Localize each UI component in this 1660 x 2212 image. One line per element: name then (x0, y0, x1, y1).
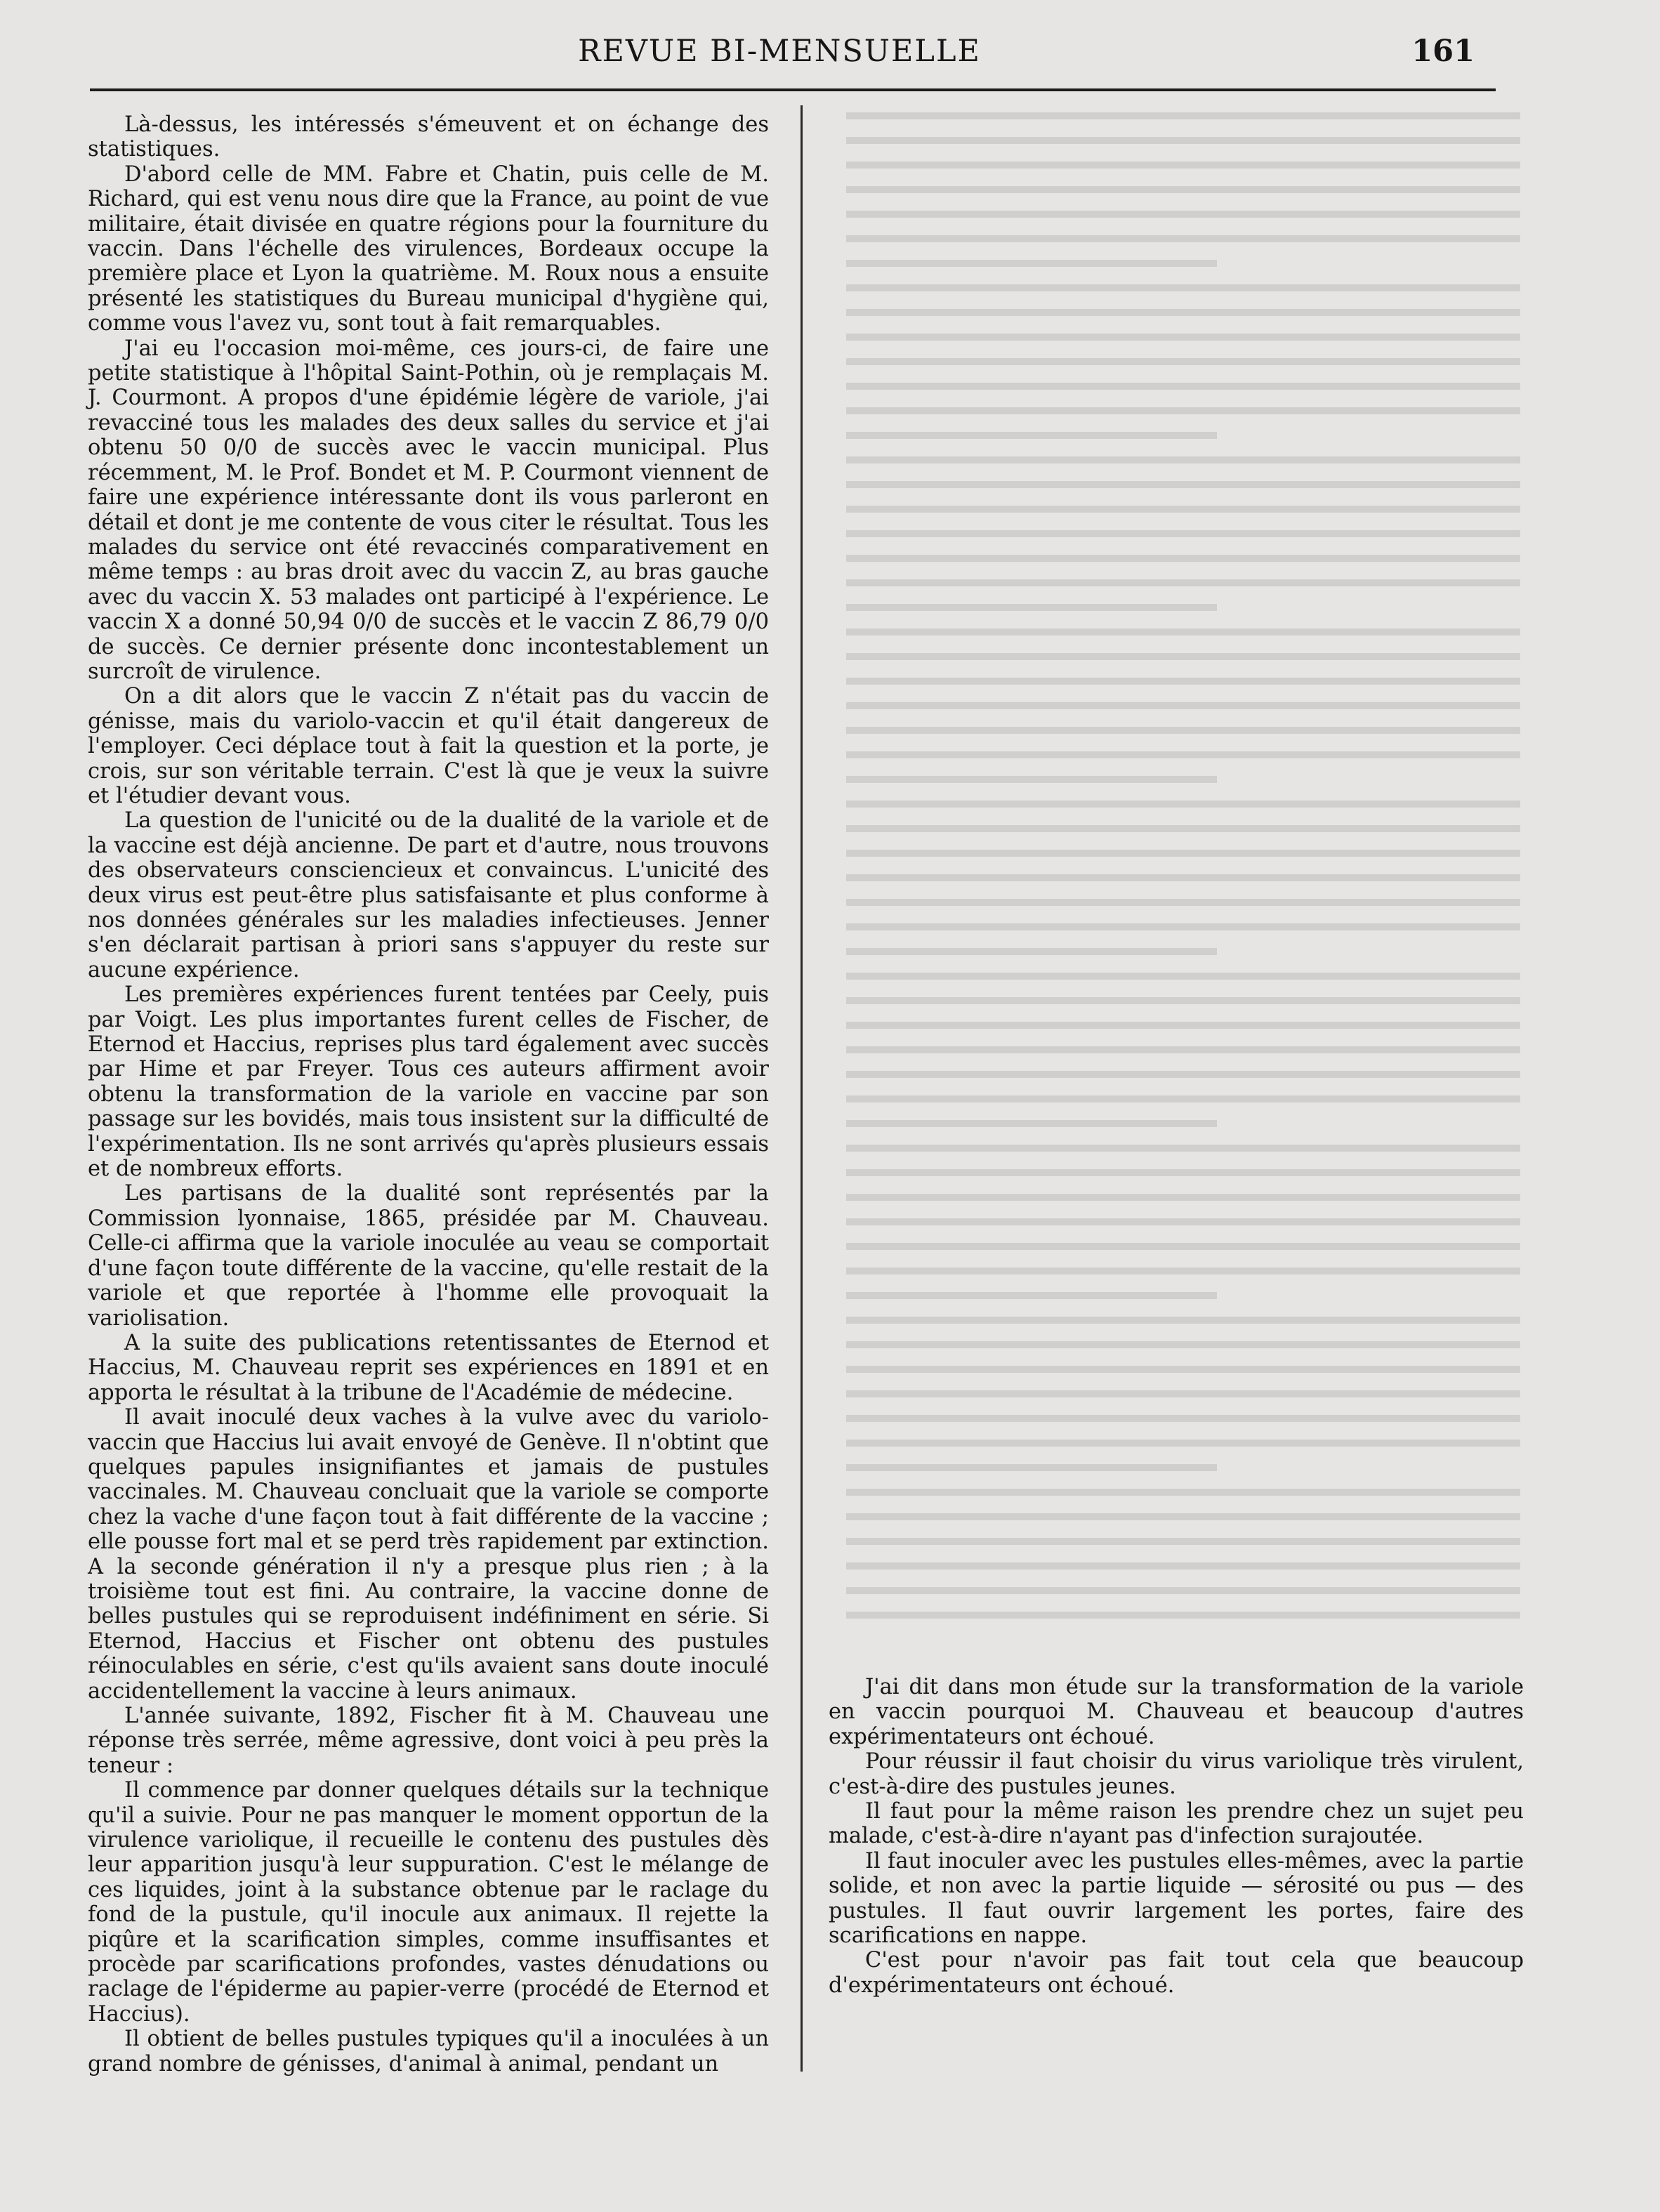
bleed-through-line (846, 825, 1520, 832)
bleed-through-line (846, 334, 1520, 341)
bleed-through-line (846, 579, 1520, 586)
column-divider (801, 105, 803, 2072)
paragraph: L'année suivante, 1892, Fischer fit à M. Chauveau une réponse très serrée, même agressive, dont voici à peu près la teneur : (88, 1704, 769, 1778)
bleed-through-line (846, 211, 1520, 218)
paragraph: On a dit alors que le vaccin Z n'était pas du vaccin de génisse, mais du variolo-vaccin et qu'il était dangereux de l'employer. Ceci déplace tout à fait la question et la porte, je crois, sur son véritable terrain. C'est là que je veux la suivre et l'étudier devant vous. (88, 684, 769, 808)
bleed-through-line (846, 1415, 1520, 1422)
bleed-through-line (846, 1538, 1520, 1545)
bleed-through-line (846, 1194, 1520, 1201)
bleed-through-line (846, 555, 1520, 562)
page-header (42, 27, 1496, 76)
bleed-through-line (846, 1145, 1520, 1152)
paragraph: Les premières expériences furent tentées par Ceely, puis par Voigt. Les plus importantes furent celles de Fischer, de Eternod et Haccius, reprises plus tard également avec succès par Hime et par Freyer. Tous ces auteurs affirment avoir obtenu la transformation de la variole en vaccine par son passage sur les bovidés, mais tous insistent sur la difficulté de l'expérimentation. Ils ne sont arrivés qu'après plusieurs essais et de nombreux efforts. (88, 982, 769, 1182)
paragraph: Il commence par donner quelques détails sur la technique qu'il a suivie. Pour ne pas manquer le moment opportun de la virulence variolique, il recueille le contenu des pustules dès leur apparition jusqu'à leur suppuration. C'est le mélange de ces liquides, joint à la substance obtenue par le raclage du fond de la pustule, qu'il inocule aux animaux. Il rejette la piqûre et la scarification simples, comme insuffisantes et procède par scarifications profondes, vastes dénudations ou raclage de l'épiderme au papier-verre (procédé de Eternod et Haccius). (88, 1778, 769, 2027)
bleed-through-line (846, 1464, 1217, 1471)
bleed-through-line (846, 997, 1520, 1004)
bleed-through-line (846, 1292, 1217, 1299)
bleed-through-line (846, 1489, 1520, 1496)
paragraph: J'ai eu l'occasion moi-même, ces jours-ci, de faire une petite statistique à l'hôpital Saint-Pothin, où je remplaçais M. J. Courmont. A propos d'une épidémie légère de variole, j'ai revacciné tous les malades des deux salles du service et j'ai obtenu 50 0/0 de succès avec le vaccin municipal. Plus récemment, M. le Prof. Bondet et M. P. Courmont viennent de faire une expérience intéressante dont ils vous parleront en détail et dont je me contente de vous citer le résultat. Tous les malades du service ont été revaccinés comparativement en même temps : au bras droit avec du vaccin Z, au bras gauche avec du vaccin X. 53 malades ont participé à l'expérience. Le vaccin X a donné 50,94 0/0 de succès et le vaccin Z 86,79 0/0 de succès. Ce dernier présente donc incontestablement un surcroît de virulence. (88, 336, 769, 684)
bleed-through-line (846, 383, 1520, 390)
bleed-through-line (846, 850, 1520, 857)
bleed-through-line (846, 112, 1520, 119)
paragraph: Il faut pour la même raison les prendre chez un sujet peu malade, c'est-à-dire n'ayant pas d'infection surajoutée. (829, 1799, 1524, 1849)
bleed-through-line (846, 1366, 1520, 1373)
bleed-through-line (846, 1587, 1520, 1594)
bleed-through-line (846, 1095, 1520, 1102)
bleed-through-line (846, 1268, 1520, 1275)
paragraph: Là-dessus, les intéressés s'émeuvent et on échange des statistiques. (88, 112, 769, 162)
bleed-through-line (846, 948, 1217, 955)
bleed-through-line (846, 1022, 1520, 1029)
bleed-through-line (846, 874, 1520, 881)
bleed-through-line (846, 137, 1520, 144)
bleed-through-line (846, 899, 1520, 906)
bleed-through-line (846, 530, 1520, 537)
bleed-through-line (846, 162, 1520, 169)
bleed-through-line (846, 481, 1520, 488)
bleed-through-line (846, 604, 1217, 611)
bleed-through-line (846, 1390, 1520, 1397)
bleed-through-line (846, 653, 1520, 660)
paragraph: C'est pour n'avoir pas fait tout cela que beaucoup d'expérimentateurs ont échoué. (829, 1948, 1524, 1998)
bleed-through-line (846, 801, 1520, 808)
paragraph: D'abord celle de MM. Fabre et Chatin, puis celle de M. Richard, qui est venu nous dire que la France, au point de vue militaire, était divisée en quatre régions pour la fourniture du vaccin. Dans l'échelle des virulences, Bordeaux occupe la première place et Lyon la quatrième. M. Roux nous a ensuite présenté les statistiques du Bureau municipal d'hygiène qui, comme vous l'avez vu, sont tout à fait remarquables. (88, 162, 769, 336)
bleed-through-line (846, 678, 1520, 685)
bleed-through-line (846, 751, 1520, 758)
paragraph: Les partisans de la dualité sont représentés par la Commission lyonnaise, 1865, présidée par M. Chauveau. Celle-ci affirma que la variole inoculée au veau se comportait d'une façon toute différente de la vaccine, qu'elle restait de la variole et que reportée à l'homme elle provoquait la variolisation. (88, 1181, 769, 1331)
paragraph: La question de l'unicité ou de la dualité de la variole et de la vaccine est déjà ancienne. De part et d'autre, nous trouvons des observateurs consciencieux et convaincus. L'unicité des deux virus est peut-être plus satisfaisante et plus conforme à nos données générales sur les maladies infectieuses. Jenner s'en déclarait partisan à priori sans s'appuyer du reste sur aucune expérience. (88, 808, 769, 982)
bleed-through-line (846, 358, 1520, 365)
bleed-through-line (846, 973, 1520, 980)
bleed-through-line (846, 923, 1520, 930)
bleed-through-line (846, 1440, 1520, 1447)
bleed-through-line (846, 1341, 1520, 1348)
bleed-through-line (846, 309, 1520, 316)
paragraph: Il obtient de belles pustules typiques qu'il a inoculées à un grand nombre de génisses, d'animal à animal, pendant un (88, 2027, 769, 2076)
bleed-through-line (846, 727, 1520, 734)
paragraph: Il faut inoculer avec les pustules elles-mêmes, avec la partie solide, et non avec la partie liquide — sérosité ou pus — des pustules. Il faut ouvrir largement les portes, faire des scarifications en nappe. (829, 1848, 1524, 1949)
bleed-through-line (846, 1169, 1520, 1176)
right-column (829, 1675, 1524, 1998)
bleed-through-line (846, 1612, 1520, 1619)
page-number: 161 (1411, 34, 1475, 69)
bleed-through-line (846, 776, 1217, 783)
bleed-through-line (846, 1317, 1520, 1324)
bleed-through-line (846, 1046, 1520, 1053)
bleed-through-line (846, 260, 1217, 267)
bleed-through-line (846, 1218, 1520, 1225)
paragraph: Pour réussir il faut choisir du virus variolique très virulent, c'est-à-dire des pustules jeunes. (829, 1749, 1524, 1799)
bleed-through-area (846, 112, 1520, 1657)
bleed-through-line (846, 1513, 1520, 1520)
left-column (88, 112, 769, 2076)
bleed-through-line (846, 1071, 1520, 1078)
paragraph: J'ai dit dans mon étude sur la transformation de la variole en vaccin pourquoi M. Chauveau et beaucoup d'autres expérimentateurs ont échoué. (829, 1675, 1524, 1749)
paragraph: Il avait inoculé deux vaches à la vulve avec du variolo-vaccin que Haccius lui avait envoyé de Genève. Il n'obtint que quelques papules insignifiantes et jamais de pustules vaccinales. M. Chauveau concluait que la variole se comporte chez la vache d'une façon tout à fait différente de la vaccine ; elle pousse fort mal et se perd très rapidement par extinction. A la seconde génération il n'y a presque plus rien ; à la troisième tout est fini. Au contraire, la vaccine donne de belles pustules qui se reproduisent indéfiniment en série. Si Eternod, Haccius et Fischer ont obtenu des pustules réinoculables en série, c'est qu'ils avaient sans doute inoculé accidentellement la vaccine à leurs animaux. (88, 1405, 769, 1704)
bleed-through-line (846, 432, 1217, 439)
bleed-through-line (846, 456, 1520, 463)
bleed-through-line (846, 235, 1520, 242)
bleed-through-line (846, 506, 1520, 513)
bleed-through-line (846, 1243, 1520, 1250)
header-rule (90, 88, 1496, 91)
bleed-through-line (846, 284, 1520, 291)
bleed-through-line (846, 628, 1520, 636)
bleed-through-line (846, 1562, 1520, 1569)
bleed-through-line (846, 1120, 1217, 1127)
bleed-through-line (846, 702, 1520, 709)
paragraph: A la suite des publications retentissantes de Eternod et Haccius, M. Chauveau reprit ses expériences en 1891 et en apporta le résultat à la tribune de l'Académie de médecine. (88, 1330, 769, 1405)
running-title: REVUE BI-MENSUELLE (578, 34, 981, 69)
bleed-through-line (846, 407, 1520, 414)
bleed-through-line (846, 186, 1520, 193)
